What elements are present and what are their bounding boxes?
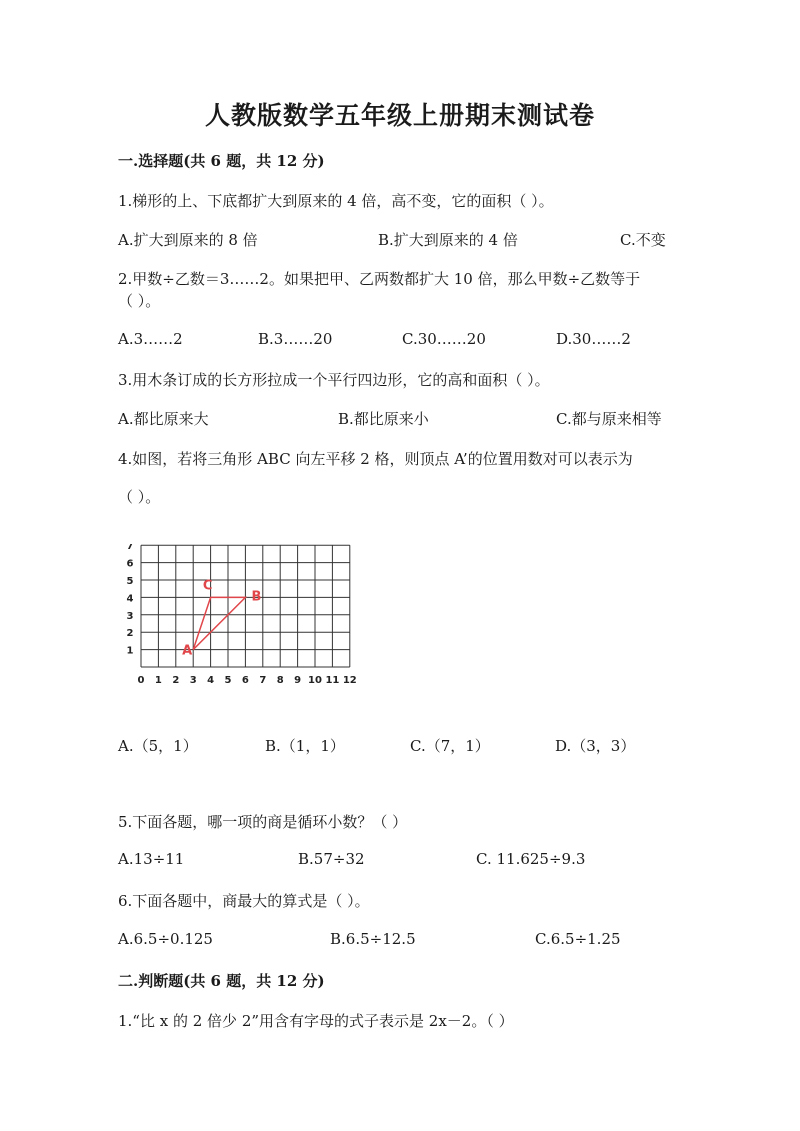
x-tick-label: 10 — [308, 675, 322, 686]
x-tick-label: 7 — [259, 675, 267, 686]
question-4-line-1: 4.如图，若将三角形 ABC 向左平移 2 格，则顶点 A’的位置用数对可以表示为 — [118, 450, 633, 468]
q4-option-b: B.（1，1） — [265, 737, 345, 755]
section-heading-judgement: 二.判断题(共 6 题，共 12 分) — [118, 972, 325, 990]
question-2-line-1: 2.甲数÷乙数＝3……2。如果把甲、乙两数都扩大 10 倍，那么甲数÷乙数等于 — [118, 270, 641, 288]
x-tick-label: 2 — [172, 675, 180, 686]
question-2-line-2: （ ）。 — [118, 292, 161, 310]
y-tick-label: 4 — [126, 593, 134, 605]
q6-option-c: C.6.5÷1.25 — [535, 930, 621, 948]
question-6: 6.下面各题中，商最大的算式是（ ）。 — [118, 892, 370, 910]
question-5: 5.下面各题，哪一项的商是循环小数？（ ） — [118, 813, 408, 831]
x-tick-label: 11 — [325, 675, 340, 686]
vertex-label-b: B — [251, 589, 262, 605]
x-tick-label: 12 — [342, 675, 357, 686]
vertex-label-a: A — [182, 643, 193, 659]
y-tick-label: 6 — [126, 558, 134, 570]
question-3: 3.用木条订成的长方形拉成一个平行四边形，它的高和面积（ ）。 — [118, 371, 550, 389]
x-tick-label: 4 — [207, 675, 215, 686]
q5-option-c: C. 11.625÷9.3 — [476, 850, 586, 868]
q5-option-a: A.13÷11 — [118, 850, 185, 868]
x-tick-label: 1 — [154, 675, 162, 686]
q6-option-b: B.6.5÷12.5 — [330, 930, 416, 948]
q2-option-d: D.30……2 — [556, 330, 631, 348]
y-tick-label: 1 — [126, 645, 134, 657]
q2-option-a: A.3……2 — [118, 330, 183, 348]
q1-option-c: C.不变 — [620, 231, 666, 249]
grid-svg — [116, 544, 366, 692]
q4-option-c: C.（7，1） — [410, 737, 490, 755]
q6-option-a: A.6.5÷0.125 — [118, 930, 213, 948]
q2-option-c: C.30……20 — [402, 330, 486, 348]
q3-option-c: C.都与原来相等 — [556, 410, 662, 428]
triangle-abc — [193, 597, 245, 649]
question-4-line-2: （ ）。 — [118, 488, 161, 506]
vertex-label-c: C — [202, 578, 213, 594]
q5-option-b: B.57÷32 — [298, 850, 365, 868]
page-title: 人教版数学五年级上册期末测试卷 — [204, 101, 595, 130]
y-tick-label: 2 — [126, 628, 134, 640]
q4-option-a: A.（5，1） — [118, 737, 198, 755]
q4-option-d: D.（3，3） — [555, 737, 636, 755]
q1-option-a: A.扩大到原来的 8 倍 — [118, 231, 258, 249]
x-tick-label: 9 — [294, 675, 302, 686]
x-tick-label: 3 — [189, 675, 197, 686]
coordinate-grid-figure — [116, 544, 366, 692]
q1-option-b: B.扩大到原来的 4 倍 — [378, 231, 518, 249]
y-tick-label: 5 — [126, 576, 134, 587]
q2-option-b: B.3……20 — [258, 330, 333, 348]
y-tick-label: 3 — [126, 610, 134, 622]
x-tick-label: 0 — [137, 675, 145, 686]
y-tick-label: 7 — [126, 544, 134, 553]
q3-option-a: A.都比原来大 — [118, 410, 209, 428]
question-1: 1.梯形的上、下底都扩大到原来的 4 倍，高不变，它的面积（ ）。 — [118, 192, 554, 210]
section-heading-choice: 一.选择题(共 6 题，共 12 分) — [118, 152, 325, 170]
q3-option-b: B.都比原来小 — [338, 410, 429, 428]
x-tick-label: 5 — [224, 675, 232, 686]
judgement-1: 1.“比 x 的 2 倍少 2”用含有字母的式子表示是 2x－2。（ ） — [118, 1012, 514, 1030]
x-tick-label: 6 — [241, 675, 249, 686]
x-tick-label: 8 — [276, 675, 284, 686]
